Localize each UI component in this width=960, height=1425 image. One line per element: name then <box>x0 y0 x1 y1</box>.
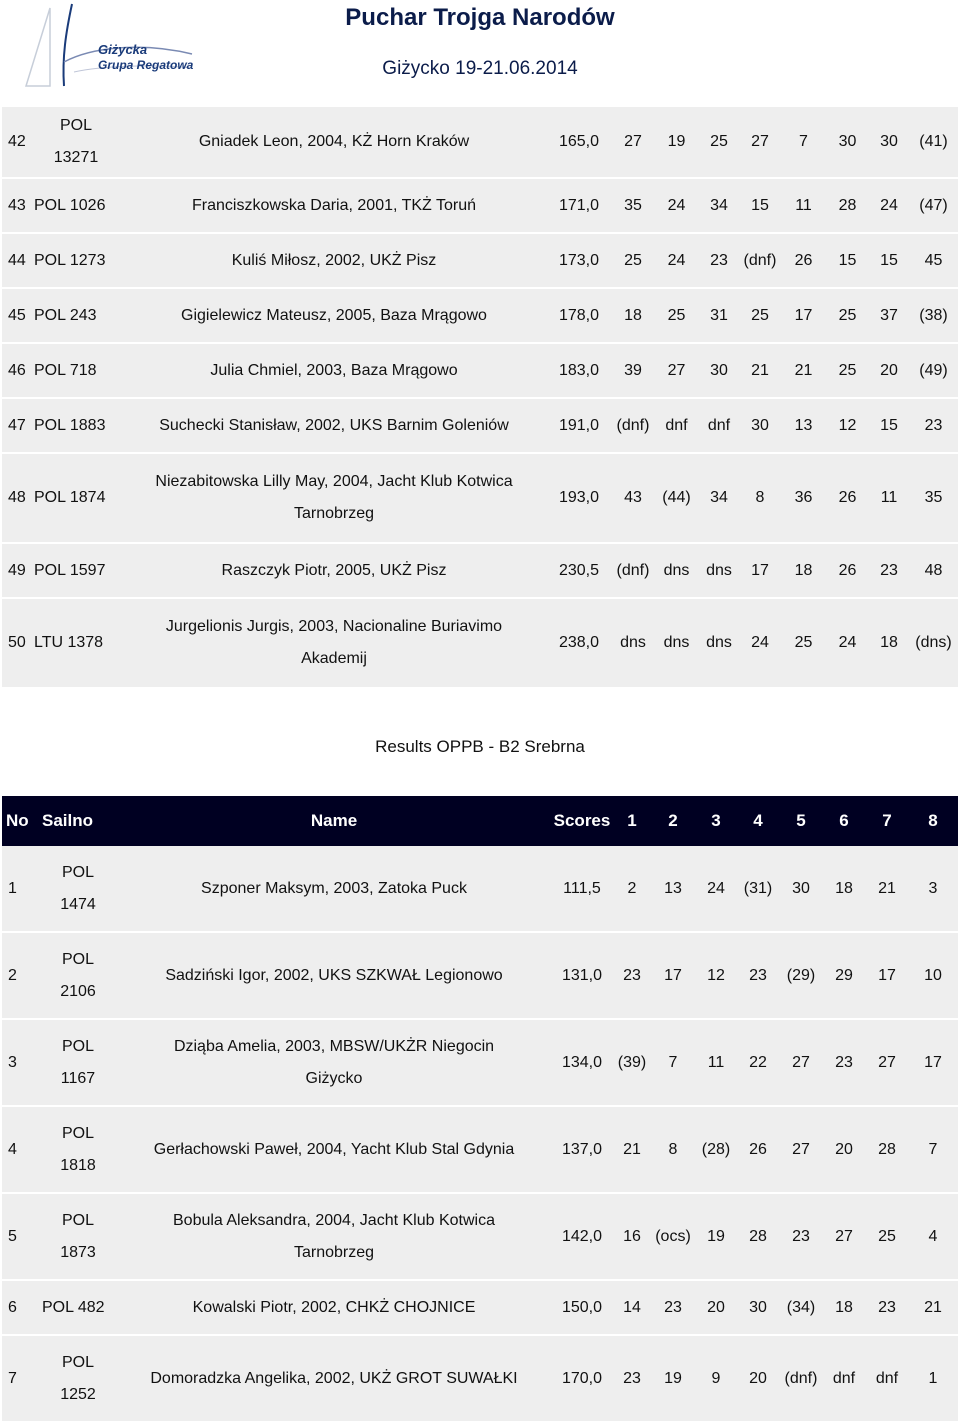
race-4-cell: 24 <box>739 599 781 689</box>
race-7-cell: 15 <box>869 399 909 454</box>
position-cell: 7 <box>2 1336 38 1423</box>
name-line: Sadziński Igor, 2002, UKS SZKWAŁ Legionowo <box>165 966 503 984</box>
race-8-cell: (38) <box>909 289 958 344</box>
scores-cell: 230,5 <box>546 544 612 599</box>
race-6-cell: 30 <box>826 107 869 179</box>
race-4-cell: 22 <box>736 1020 780 1107</box>
race-7-cell: 24 <box>869 179 909 234</box>
scores-cell: 171,0 <box>546 179 612 234</box>
competitor-name-cell <box>122 544 546 599</box>
race-6-cell: 20 <box>822 1107 866 1194</box>
sailno-line: 1167 <box>60 1069 96 1087</box>
scores-cell: 150,0 <box>550 1281 614 1336</box>
race-5-cell: 27 <box>780 1107 822 1194</box>
race-1-cell: 35 <box>612 179 654 234</box>
race-1-cell: (dnf) <box>612 544 654 599</box>
race-4-cell: 30 <box>736 1281 780 1336</box>
competitor-name-cell <box>122 179 546 234</box>
scores-cell: 193,0 <box>546 454 612 544</box>
race-5-cell: 18 <box>781 544 826 599</box>
header-name: Name <box>118 796 550 846</box>
name-line: Kowalski Piotr, 2002, CHKŻ CHOJNICE <box>192 1298 476 1316</box>
sailno-line: POL 1883 <box>34 416 106 434</box>
table-header-row <box>2 796 958 846</box>
section-title: Results OPPB - B2 Srebrna <box>375 737 585 756</box>
race-3-cell: 12 <box>696 933 736 1020</box>
competitor-name-cell <box>118 1336 550 1423</box>
race-7-cell: 20 <box>869 344 909 399</box>
race-3-cell: 34 <box>699 454 739 544</box>
race-6-cell: 26 <box>826 544 869 599</box>
race-5-cell: (29) <box>780 933 822 1020</box>
race-4-cell: (dnf) <box>739 234 781 289</box>
header-race-8: 8 <box>908 796 958 846</box>
race-4-cell: 21 <box>739 344 781 399</box>
competitor-name-cell <box>122 599 546 689</box>
position-cell: 1 <box>2 846 38 933</box>
table-row <box>2 289 958 344</box>
name-line: Kuliś Miłosz, 2002, UKŻ Pisz <box>231 251 437 269</box>
competitor-name-cell <box>122 107 546 179</box>
race-6-cell: 26 <box>826 454 869 544</box>
sailno-cell <box>30 344 122 399</box>
race-6-cell: 23 <box>822 1020 866 1107</box>
table-row <box>2 1020 958 1107</box>
race-5-cell: (dnf) <box>780 1336 822 1423</box>
race-8-cell: (47) <box>909 179 958 234</box>
scores-cell: 183,0 <box>546 344 612 399</box>
race-5-cell: 7 <box>781 107 826 179</box>
header-race-5: 5 <box>780 796 822 846</box>
sailno-cell <box>30 234 122 289</box>
sailno-cell <box>30 544 122 599</box>
race-3-cell: 23 <box>699 234 739 289</box>
sailno-cell <box>38 846 118 933</box>
header-race-2: 2 <box>650 796 696 846</box>
race-1-cell: 2 <box>614 846 650 933</box>
race-4-cell: 8 <box>739 454 781 544</box>
position-cell: 44 <box>2 234 30 289</box>
scores-cell: 131,0 <box>550 933 614 1020</box>
race-2-cell: 13 <box>650 846 696 933</box>
sailno-cell <box>30 107 122 179</box>
page-header <box>0 0 960 100</box>
logo-line-2: Grupa Regatowa <box>98 58 194 72</box>
page-title: Puchar Trojga Narodów <box>345 4 615 31</box>
name-line: Jurgelionis Jurgis, 2003, Nacionaline Buriavimo <box>165 618 503 635</box>
race-1-cell: 18 <box>612 289 654 344</box>
scores-cell: 170,0 <box>550 1336 614 1423</box>
position-cell: 3 <box>2 1020 38 1107</box>
race-6-cell: 27 <box>822 1194 866 1281</box>
race-7-cell: 18 <box>869 599 909 689</box>
header-sailno: Sailno <box>38 796 118 846</box>
race-7-cell: dnf <box>866 1336 908 1423</box>
competitor-name-cell <box>118 846 550 933</box>
sailno-line: 1873 <box>60 1243 96 1261</box>
competitor-name-cell <box>122 234 546 289</box>
name-line: Akademij <box>301 650 367 667</box>
position-cell: 42 <box>2 107 30 179</box>
position-cell: 5 <box>2 1194 38 1281</box>
race-2-cell: 7 <box>650 1020 696 1107</box>
table-row <box>2 1107 958 1194</box>
scores-cell: 165,0 <box>546 107 612 179</box>
competitor-name-cell <box>118 1194 550 1281</box>
scores-cell: 142,0 <box>550 1194 614 1281</box>
scores-cell: 134,0 <box>550 1020 614 1107</box>
sailno-cell <box>38 1020 118 1107</box>
race-6-cell: 25 <box>826 344 869 399</box>
race-7-cell: 25 <box>866 1194 908 1281</box>
position-cell: 48 <box>2 454 30 544</box>
sailno-cell <box>38 933 118 1020</box>
race-1-cell: (39) <box>614 1020 650 1107</box>
race-3-cell: 34 <box>699 179 739 234</box>
race-1-cell: 25 <box>612 234 654 289</box>
race-6-cell: 29 <box>822 933 866 1020</box>
scores-cell: 137,0 <box>550 1107 614 1194</box>
scores-cell: 191,0 <box>546 399 612 454</box>
race-5-cell: 13 <box>781 399 826 454</box>
header-race-1: 1 <box>614 796 650 846</box>
scores-cell: 111,5 <box>550 846 614 933</box>
position-cell: 45 <box>2 289 30 344</box>
race-5-cell: 27 <box>780 1020 822 1107</box>
race-7-cell: 21 <box>866 846 908 933</box>
race-5-cell: 23 <box>780 1194 822 1281</box>
page-subtitle: Giżycko 19-21.06.2014 <box>382 58 578 79</box>
header-scores: Scores <box>550 796 614 846</box>
sailno-line: 1252 <box>60 1385 96 1403</box>
sailno-cell <box>38 1336 118 1423</box>
sailno-line: POL 1874 <box>34 489 106 506</box>
header-race-6: 6 <box>822 796 866 846</box>
position-cell: 47 <box>2 399 30 454</box>
name-line: Szponer Maksym, 2003, Zatoka Puck <box>201 879 467 897</box>
race-4-cell: 27 <box>739 107 781 179</box>
sailno-line: POL <box>61 950 94 968</box>
table-row <box>2 399 958 454</box>
race-8-cell: (49) <box>909 344 958 399</box>
name-line: Tarnobrzeg <box>293 505 375 522</box>
race-8-cell: 7 <box>908 1107 958 1194</box>
race-1-cell: dns <box>612 599 654 689</box>
sailno-cell <box>30 289 122 344</box>
table-row <box>2 1281 958 1336</box>
race-8-cell: 35 <box>909 454 958 544</box>
race-4-cell: 30 <box>739 399 781 454</box>
competitor-name-cell <box>122 454 546 544</box>
race-2-cell: 19 <box>650 1336 696 1423</box>
race-2-cell: 24 <box>654 179 699 234</box>
race-1-cell: 14 <box>614 1281 650 1336</box>
position-cell: 4 <box>2 1107 38 1194</box>
race-8-cell: 17 <box>908 1020 958 1107</box>
race-8-cell: 48 <box>909 544 958 599</box>
sailno-line: POL 243 <box>34 306 97 324</box>
race-1-cell: 39 <box>612 344 654 399</box>
sailno-line: POL <box>61 1211 94 1229</box>
race-5-cell: 21 <box>781 344 826 399</box>
table-row <box>2 1336 958 1423</box>
header-no: No <box>2 796 38 846</box>
name-line: Franciszkowska Daria, 2001, TKŻ Toruń <box>192 196 476 214</box>
header-race-3: 3 <box>696 796 736 846</box>
race-5-cell: 17 <box>781 289 826 344</box>
race-7-cell: 23 <box>869 544 909 599</box>
name-line: Giżycko <box>305 1069 363 1087</box>
race-3-cell: dns <box>699 599 739 689</box>
name-line: Gniadek Leon, 2004, KŻ Horn Kraków <box>198 133 470 150</box>
race-2-cell: dnf <box>654 399 699 454</box>
race-1-cell: 43 <box>612 454 654 544</box>
position-cell: 2 <box>2 933 38 1020</box>
competitor-name-cell <box>122 399 546 454</box>
sailno-line: POL <box>61 1353 94 1371</box>
race-5-cell: 25 <box>781 599 826 689</box>
race-8-cell: 1 <box>908 1336 958 1423</box>
race-7-cell: 27 <box>866 1020 908 1107</box>
competitor-name-cell <box>118 1107 550 1194</box>
table-row <box>2 179 958 234</box>
race-7-cell: 15 <box>869 234 909 289</box>
race-5-cell: 30 <box>780 846 822 933</box>
position-cell: 46 <box>2 344 30 399</box>
results-table-b2 <box>2 796 958 1423</box>
race-3-cell: 11 <box>696 1020 736 1107</box>
sailno-line: POL <box>59 117 92 134</box>
sailno-line: 13271 <box>53 149 99 166</box>
name-line: Raszczyk Piotr, 2005, UKŻ Pisz <box>221 561 447 579</box>
race-7-cell: 37 <box>869 289 909 344</box>
sailno-cell <box>38 1194 118 1281</box>
race-7-cell: 28 <box>866 1107 908 1194</box>
table-row <box>2 454 958 544</box>
race-7-cell: 23 <box>866 1281 908 1336</box>
race-4-cell: 26 <box>736 1107 780 1194</box>
competitor-name-cell <box>122 344 546 399</box>
sailno-cell <box>30 399 122 454</box>
name-line: Dziąba Amelia, 2003, MBSW/UKŻR Niegocin <box>173 1037 495 1055</box>
race-2-cell: 8 <box>650 1107 696 1194</box>
competitor-name-cell <box>118 1020 550 1107</box>
table-row <box>2 1194 958 1281</box>
sailno-line: POL <box>61 863 94 881</box>
race-4-cell: 28 <box>736 1194 780 1281</box>
competitor-name-cell <box>118 1281 550 1336</box>
sailno-line: POL <box>61 1037 94 1055</box>
race-2-cell: (ocs) <box>650 1194 696 1281</box>
table-row <box>2 933 958 1020</box>
race-8-cell: 3 <box>908 846 958 933</box>
race-3-cell: dns <box>699 544 739 599</box>
race-2-cell: 27 <box>654 344 699 399</box>
sailno-cell <box>38 1281 118 1336</box>
header-race-4: 4 <box>736 796 780 846</box>
name-line: Gerłachowski Paweł, 2004, Yacht Klub Stal Gdynia <box>153 1140 515 1158</box>
sailno-line: POL 1273 <box>34 251 106 269</box>
race-1-cell: 23 <box>614 933 650 1020</box>
race-1-cell: (dnf) <box>612 399 654 454</box>
name-line: Julia Chmiel, 2003, Baza Mrągowo <box>210 361 458 379</box>
name-line: Tarnobrzeg <box>293 1243 375 1261</box>
race-5-cell: 36 <box>781 454 826 544</box>
scores-cell: 178,0 <box>546 289 612 344</box>
race-3-cell: 30 <box>699 344 739 399</box>
position-cell: 43 <box>2 179 30 234</box>
race-4-cell: 23 <box>736 933 780 1020</box>
race-7-cell: 17 <box>866 933 908 1020</box>
competitor-name-cell <box>118 933 550 1020</box>
logo-line-1: Giżycka <box>98 42 148 57</box>
race-6-cell: 28 <box>826 179 869 234</box>
race-3-cell: dnf <box>699 399 739 454</box>
race-4-cell: 17 <box>739 544 781 599</box>
race-8-cell: 21 <box>908 1281 958 1336</box>
race-2-cell: 17 <box>650 933 696 1020</box>
race-2-cell: 23 <box>650 1281 696 1336</box>
race-8-cell: 45 <box>909 234 958 289</box>
race-5-cell: 11 <box>781 179 826 234</box>
name-line: Domoradzka Angelika, 2002, UKŻ GROT SUWAŁKI <box>150 1369 518 1387</box>
race-3-cell: 9 <box>696 1336 736 1423</box>
position-cell: 6 <box>2 1281 38 1336</box>
race-8-cell: 23 <box>909 399 958 454</box>
sailno-line: POL 718 <box>34 361 97 379</box>
race-6-cell: 25 <box>826 289 869 344</box>
race-6-cell: 24 <box>826 599 869 689</box>
race-3-cell: 25 <box>699 107 739 179</box>
race-3-cell: 24 <box>696 846 736 933</box>
race-4-cell: 25 <box>739 289 781 344</box>
race-3-cell: 19 <box>696 1194 736 1281</box>
scores-cell: 238,0 <box>546 599 612 689</box>
race-8-cell: 4 <box>908 1194 958 1281</box>
race-6-cell: dnf <box>822 1336 866 1423</box>
race-6-cell: 15 <box>826 234 869 289</box>
race-6-cell: 18 <box>822 1281 866 1336</box>
competitor-name-cell <box>122 289 546 344</box>
table-row <box>2 544 958 599</box>
race-7-cell: 30 <box>869 107 909 179</box>
sailno-cell <box>30 454 122 544</box>
race-7-cell: 11 <box>869 454 909 544</box>
race-3-cell: (28) <box>696 1107 736 1194</box>
scores-cell: 173,0 <box>546 234 612 289</box>
race-2-cell: 24 <box>654 234 699 289</box>
race-2-cell: dns <box>654 544 699 599</box>
race-1-cell: 21 <box>614 1107 650 1194</box>
table-row <box>2 234 958 289</box>
sailno-line: 2106 <box>60 982 96 1000</box>
race-8-cell: (41) <box>909 107 958 179</box>
sailno-line: POL <box>61 1124 94 1142</box>
table-row <box>2 107 958 179</box>
position-cell: 50 <box>2 599 30 689</box>
table-row <box>2 344 958 399</box>
race-3-cell: 31 <box>699 289 739 344</box>
race-8-cell: (dns) <box>909 599 958 689</box>
name-line: Niezabitowska Lilly May, 2004, Jacht Klub Kotwica <box>155 473 513 490</box>
sailno-line: 1818 <box>60 1156 96 1174</box>
race-8-cell: 10 <box>908 933 958 1020</box>
name-line: Bobula Aleksandra, 2004, Jacht Klub Kotwica <box>173 1211 495 1229</box>
sailno-line: 1474 <box>60 895 96 913</box>
race-6-cell: 18 <box>822 846 866 933</box>
race-5-cell: 26 <box>781 234 826 289</box>
sailno-cell <box>30 179 122 234</box>
race-1-cell: 27 <box>612 107 654 179</box>
race-2-cell: dns <box>654 599 699 689</box>
sailno-cell <box>38 1107 118 1194</box>
sailno-line: POL 1597 <box>34 561 106 579</box>
race-4-cell: 20 <box>736 1336 780 1423</box>
sailno-line: POL 482 <box>42 1298 105 1316</box>
sailno-line: LTU 1378 <box>34 634 104 651</box>
table-row <box>2 846 958 933</box>
race-1-cell: 23 <box>614 1336 650 1423</box>
results-table-top <box>2 107 958 689</box>
race-4-cell: 15 <box>739 179 781 234</box>
race-2-cell: 25 <box>654 289 699 344</box>
race-2-cell: 19 <box>654 107 699 179</box>
race-1-cell: 16 <box>614 1194 650 1281</box>
header-race-7: 7 <box>866 796 908 846</box>
name-line: Gigielewicz Mateusz, 2005, Baza Mrągowo <box>181 306 487 324</box>
table-row <box>2 599 958 689</box>
race-3-cell: 20 <box>696 1281 736 1336</box>
position-cell: 49 <box>2 544 30 599</box>
sailno-cell <box>30 599 122 689</box>
race-6-cell: 12 <box>826 399 869 454</box>
race-2-cell: (44) <box>654 454 699 544</box>
race-4-cell: (31) <box>736 846 780 933</box>
sailno-line: POL 1026 <box>34 196 106 214</box>
race-5-cell: (34) <box>780 1281 822 1336</box>
name-line: Suchecki Stanisław, 2002, UKS Barnim Goleniów <box>159 416 509 434</box>
